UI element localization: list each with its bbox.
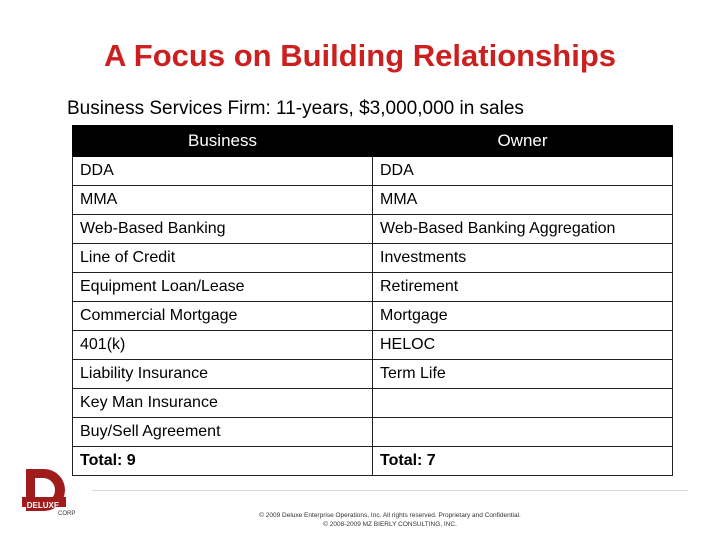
table-row <box>73 215 673 244</box>
business-product-cell: DDA <box>73 157 373 186</box>
owner-product-cell <box>373 418 673 447</box>
footer-divider <box>92 490 688 491</box>
table-row <box>73 157 673 186</box>
business-product-cell: Line of Credit <box>73 244 373 273</box>
table-row <box>73 331 673 360</box>
owner-product-cell: Web-Based Banking Aggregation <box>373 215 673 244</box>
table-row <box>73 418 673 447</box>
footer-line-2: © 2008-2009 MZ BIERLY CONSULTING, INC. <box>323 521 457 528</box>
table-row <box>73 273 673 302</box>
owner-total-cell: Total: 7 <box>373 447 673 476</box>
totals-row <box>73 447 673 476</box>
table-row <box>73 389 673 418</box>
table-row <box>73 186 673 215</box>
business-product-cell: Equipment Loan/Lease <box>73 273 373 302</box>
table-header-row <box>73 126 673 157</box>
comparison-table <box>72 125 673 476</box>
deluxe-logo <box>22 467 84 521</box>
business-product-cell: MMA <box>73 186 373 215</box>
owner-product-cell <box>373 389 673 418</box>
business-product-cell: Web-Based Banking <box>73 215 373 244</box>
owner-product-cell: DDA <box>373 157 673 186</box>
owner-product-cell: MMA <box>373 186 673 215</box>
owner-product-cell: Mortgage <box>373 302 673 331</box>
owner-product-cell: Investments <box>373 244 673 273</box>
owner-product-cell: Retirement <box>373 273 673 302</box>
table-row <box>73 302 673 331</box>
business-product-cell: Liability Insurance <box>73 360 373 389</box>
table-row <box>73 244 673 273</box>
logo-wordmark: DELUXE <box>26 501 60 510</box>
column-header-owner: Owner <box>373 126 673 157</box>
footer-line-1: © 2009 Deluxe Enterprise Operations, Inc. All rights reserved. Proprietary and Confidential. <box>259 512 521 519</box>
page-subtitle: Business Services Firm: 11-years, $3,000,000 in sales <box>67 98 524 119</box>
logo-corp-label: CORP <box>58 511 76 517</box>
column-header-business: Business <box>73 126 373 157</box>
business-total-cell: Total: 9 <box>73 447 373 476</box>
owner-product-cell: HELOC <box>373 331 673 360</box>
owner-product-cell: Term Life <box>373 360 673 389</box>
business-product-cell: Key Man Insurance <box>73 389 373 418</box>
table-row <box>73 360 673 389</box>
business-product-cell: Buy/Sell Agreement <box>73 418 373 447</box>
footer-copyright <box>92 511 688 529</box>
business-product-cell: 401(k) <box>73 331 373 360</box>
business-product-cell: Commercial Mortgage <box>73 302 373 331</box>
page-title: A Focus on Building Relationships <box>103 38 617 73</box>
